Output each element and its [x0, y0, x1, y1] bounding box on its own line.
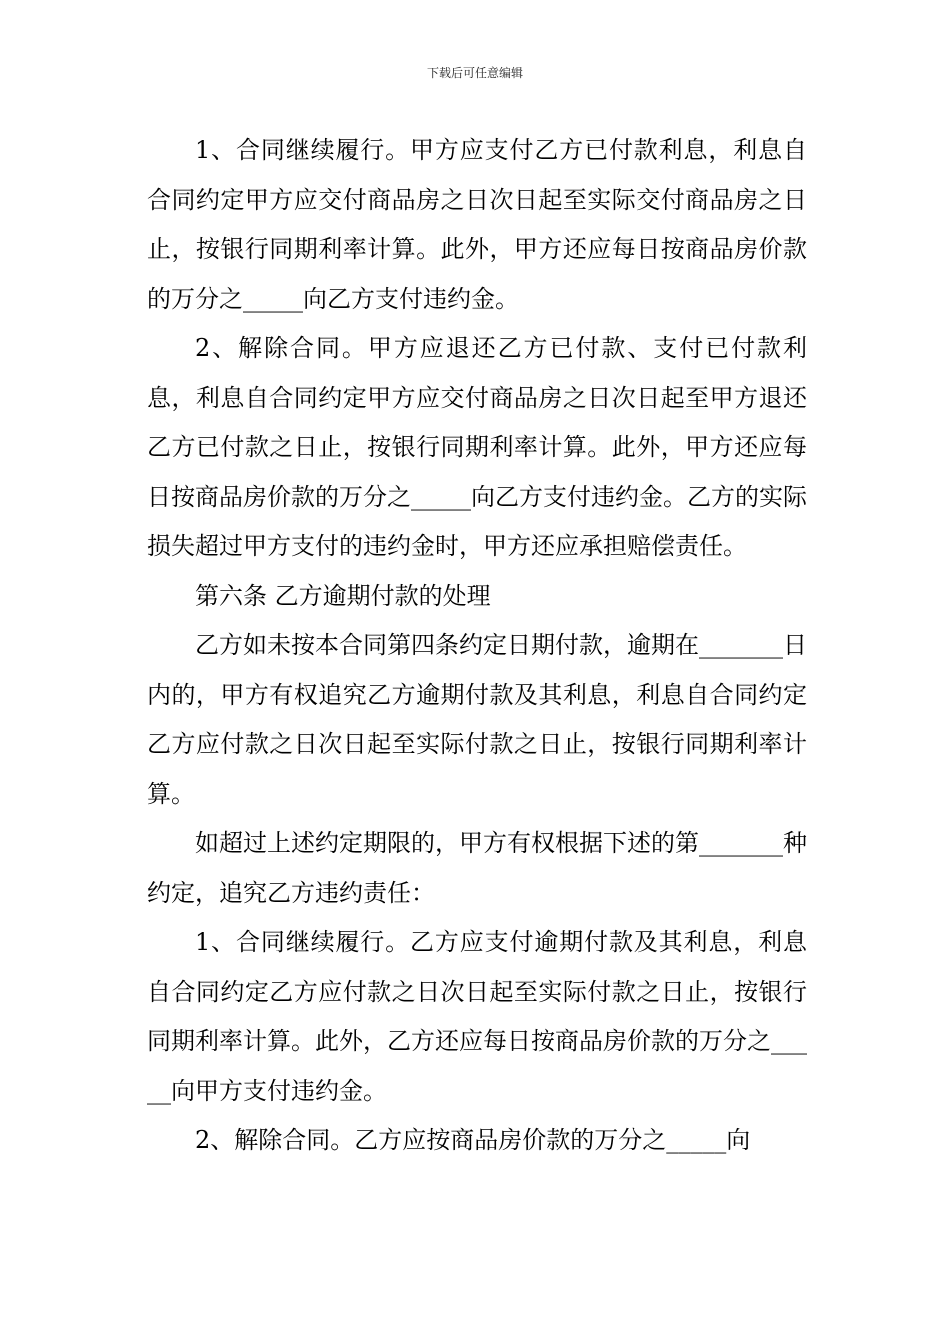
document-body: [147, 126, 807, 1166]
clause-paragraph: 2、解除合同。甲方应退还乙方已付款、支付已付款利息，利息自合同约定甲方应交付商品房之日次日起至甲方退还乙方已付款之日止，按银行同期利率计算。此外，甲方还应每日按商品房价款的万分之_____向乙方支付违约金。乙方的实际损失超过甲方支付的违约金时，甲方还应承担赔偿责任。: [147, 334, 807, 560]
clause-paragraph: 2、解除合同。乙方应按商品房价款的万分之_____向: [195, 1126, 751, 1154]
clause-paragraph: 如超过上述约定期限的，甲方有权根据下述的第_______种约定，追究乙方违约责任：: [147, 829, 807, 907]
clause-paragraph: 乙方如未按本合同第四条约定日期付款，逾期在_______日内的，甲方有权追究乙方逾期付款及其利息，利息自合同约定乙方应付款之日次日起至实际付款之日止，按银行同期利率计算。: [147, 631, 807, 808]
clause-paragraph: 1、合同继续履行。乙方应支付逾期付款及其利息，利息自合同约定乙方应付款之日次日起至实际付款之日止，按银行同期利率计算。此外，乙方还应每日按商品房价款的万分之_____向甲方支付违约金。: [147, 928, 807, 1105]
clause-paragraph: 1、合同继续履行。甲方应支付乙方已付款利息，利息自合同约定甲方应交付商品房之日次日起至实际交付商品房之日止，按银行同期利率计算。此外，甲方还应每日按商品房价款的万分之_____向乙方支付违约金。: [147, 136, 807, 313]
article-heading: 第六条 乙方逾期付款的处理: [195, 581, 491, 610]
header-note: 下载后可任意编辑: [426, 66, 523, 80]
